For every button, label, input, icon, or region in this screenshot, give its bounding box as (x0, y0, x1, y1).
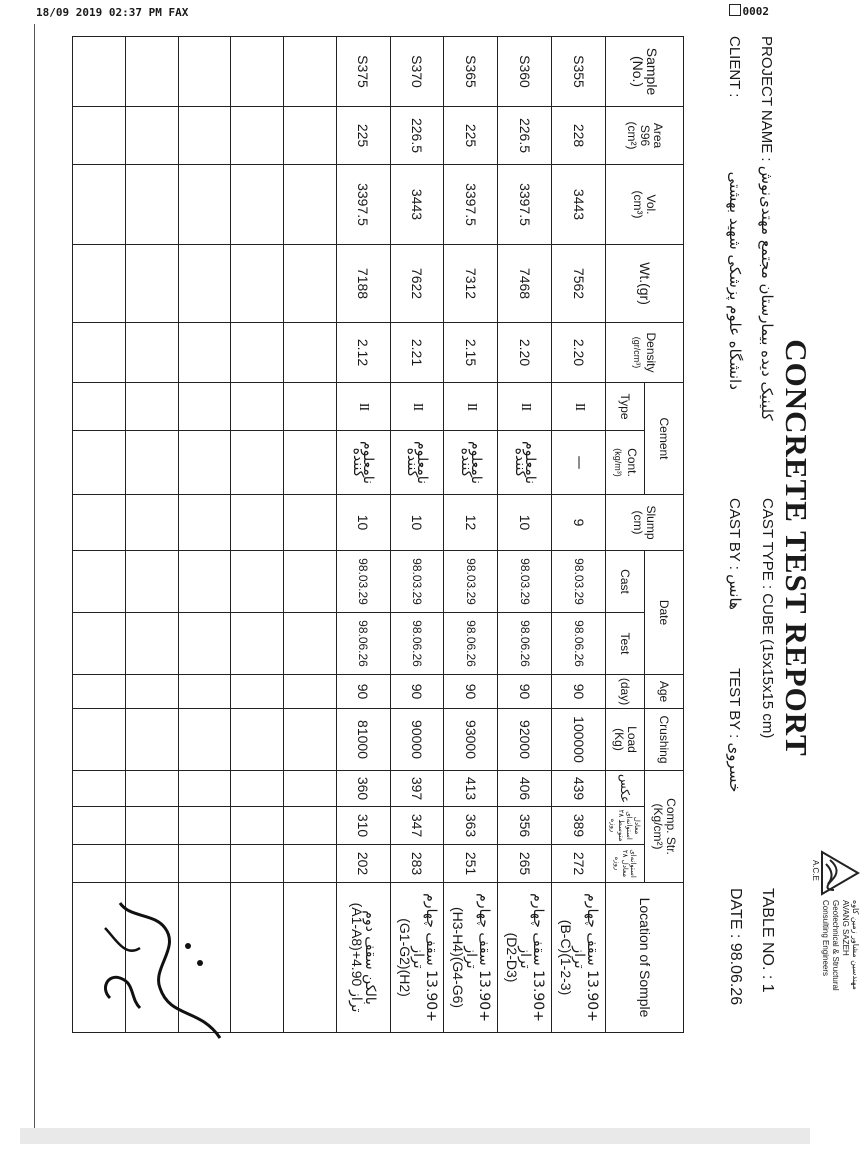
cell-comp3: 265 (498, 845, 552, 883)
density-unit-header: (gr/cm³) (632, 336, 643, 369)
empty-cell (125, 845, 178, 883)
col-date-cast: Cast (605, 551, 644, 613)
handwritten-signature (90, 888, 240, 1048)
cell-location (390, 883, 444, 1033)
client-line (726, 36, 744, 390)
cell-slump: 9 (552, 495, 606, 551)
cell-vol: 3443 (552, 165, 606, 245)
cell-cont: نامعلوم کننده (390, 431, 444, 495)
page-number-text: 0002 (742, 5, 769, 18)
empty-row (231, 37, 284, 1033)
cell-type: II (498, 383, 552, 431)
cell-density: 2.20 (552, 323, 606, 383)
col-comp-a: عکس (605, 771, 644, 807)
test-by-value: خسروی (726, 742, 744, 793)
col-date: Date (644, 551, 683, 675)
empty-cell (231, 383, 284, 431)
empty-cell (284, 709, 337, 771)
area-unit-header: (cm²) (624, 121, 639, 150)
table-row (498, 37, 552, 1033)
test-by-line (726, 668, 744, 792)
location-line1: +13.90 سقف چهارم تراز (517, 893, 547, 1022)
cast-by-label: CAST BY : (726, 498, 743, 570)
empty-cell (284, 431, 337, 495)
cell-comp1: 406 (498, 771, 552, 807)
cell-comp2: 389 (552, 807, 606, 845)
slump-unit-header: (cm) (631, 510, 646, 535)
signature-icon (90, 888, 240, 1048)
cell-comp3: 283 (390, 845, 444, 883)
cell-load: 92000 (498, 709, 552, 771)
cell-test: 98.06.26 (336, 613, 390, 675)
empty-cell (125, 37, 178, 107)
project-value: کلینیک دیده بیمارستان مجتمع‌ مهتدی‌نوش‌ (758, 165, 776, 421)
empty-cell (178, 245, 231, 323)
empty-cell (73, 709, 126, 771)
crushing-unit-header: (Kg) (611, 728, 626, 751)
cell-cont: نامعلوم کننده (498, 431, 552, 495)
cell-density: 2.15 (444, 323, 498, 383)
empty-cell (73, 675, 126, 709)
empty-cell (284, 245, 337, 323)
project-line (758, 36, 776, 421)
col-sample (605, 37, 683, 107)
cell-cast: 98.03.29 (552, 551, 606, 613)
empty-cell (178, 431, 231, 495)
col-crushing: Crushing (644, 709, 683, 771)
logo-fa: مهندسین مشاور زمین کاوه (851, 900, 860, 990)
sample-header: Sample (644, 47, 661, 96)
cell-comp2: 310 (336, 807, 390, 845)
col-age: Age (644, 675, 683, 709)
cell-cast: 98.03.29 (444, 551, 498, 613)
fax-page-number (729, 4, 770, 18)
empty-row (73, 37, 126, 1033)
cell-test: 98.06.26 (552, 613, 606, 675)
cell-vol: 3397.5 (336, 165, 390, 245)
empty-cell (178, 551, 231, 613)
empty-cell (73, 845, 126, 883)
empty-cell (125, 431, 178, 495)
cell-wt: 7312 (444, 245, 498, 323)
cell-slump: 10 (390, 495, 444, 551)
cast-by-value: هانس (726, 574, 744, 610)
cell-type: II (336, 383, 390, 431)
empty-cell (73, 495, 126, 551)
empty-cell (125, 245, 178, 323)
empty-row (284, 37, 337, 1033)
cell-comp1: 397 (390, 771, 444, 807)
cell-comp3: 202 (336, 845, 390, 883)
vol-header: Vol. (644, 194, 659, 215)
logo-line3: Consulting Engineers (821, 900, 830, 977)
cell-type: II (444, 383, 498, 431)
table-row (390, 37, 444, 1033)
crushing-load-header: Load (624, 726, 639, 753)
empty-cell (73, 107, 126, 165)
density-header: Density (644, 332, 659, 373)
comp-unit-header: (Kg/cm²) (650, 803, 665, 850)
col-cement-type: Type (605, 383, 644, 431)
location-line2: (G1-G2)(H2) (396, 918, 413, 997)
empty-cell (231, 495, 284, 551)
cell-wt: 7468 (498, 245, 552, 323)
cell-location (444, 883, 498, 1033)
empty-cell (73, 551, 126, 613)
page-box-icon (729, 4, 741, 16)
empty-cell (231, 323, 284, 383)
empty-cell (178, 383, 231, 431)
cell-age: 90 (444, 675, 498, 709)
empty-cell (284, 383, 337, 431)
slump-header: Slump (644, 505, 659, 540)
empty-cell (125, 107, 178, 165)
cell-type: II (390, 383, 444, 431)
empty-cell (125, 771, 178, 807)
cell-test: 98.06.26 (444, 613, 498, 675)
col-comp-b: معادل استوانه‌ای متوسط ۲۸ روزه (605, 807, 644, 845)
empty-cell (125, 165, 178, 245)
fax-header: 18/09 2019 02:37 PM FAX (36, 6, 189, 19)
cell-sample: S365 (444, 37, 498, 107)
cell-area: 228 (552, 107, 606, 165)
cell-location (336, 883, 390, 1033)
comp-header: Comp. Str. (663, 798, 678, 855)
cell-comp2: 356 (498, 807, 552, 845)
empty-cell (284, 807, 337, 845)
empty-cell (231, 551, 284, 613)
cell-vol: 3443 (390, 165, 444, 245)
cell-sample: S375 (336, 37, 390, 107)
cell-cast: 98.03.29 (336, 551, 390, 613)
cell-comp2: 363 (444, 807, 498, 845)
test-by-label: TEST BY : (726, 668, 743, 739)
empty-cell (178, 495, 231, 551)
ace-logo-icon (820, 850, 860, 896)
location-line2: (D2-D3) (504, 932, 521, 983)
empty-cell (231, 675, 284, 709)
cell-sample: S370 (390, 37, 444, 107)
cell-comp2: 347 (390, 807, 444, 845)
cell-location (498, 883, 552, 1033)
empty-cell (178, 709, 231, 771)
cell-area: 226.5 (498, 107, 552, 165)
empty-cell (231, 245, 284, 323)
cement-cont-unit: (kg/m³) (612, 448, 623, 477)
empty-cell (73, 771, 126, 807)
empty-cell (125, 807, 178, 845)
empty-cell (284, 551, 337, 613)
cell-slump: 10 (498, 495, 552, 551)
empty-cell (178, 845, 231, 883)
empty-cell (178, 107, 231, 165)
logo-line1: AVANG SAZEH (841, 900, 850, 956)
company-logo (780, 848, 860, 1048)
cell-cont: نامعلوم کننده (336, 431, 390, 495)
empty-cell (231, 37, 284, 107)
cell-age: 90 (390, 675, 444, 709)
empty-cell (178, 613, 231, 675)
cell-comp3: 251 (444, 845, 498, 883)
cell-comp1: 413 (444, 771, 498, 807)
cell-density: 2.12 (336, 323, 390, 383)
empty-cell (125, 675, 178, 709)
col-age-unit: (day) (605, 675, 644, 709)
empty-cell (284, 37, 337, 107)
cast-by-line (726, 498, 744, 610)
cell-comp1: 439 (552, 771, 606, 807)
cell-test: 98.06.26 (498, 613, 552, 675)
empty-cell (231, 807, 284, 845)
empty-cell (284, 675, 337, 709)
report-date: DATE : 98.06.26 (727, 888, 744, 1006)
cell-cast: 98.03.29 (498, 551, 552, 613)
cell-density: 2.21 (390, 323, 444, 383)
cell-comp3: 272 (552, 845, 606, 883)
empty-cell (284, 165, 337, 245)
empty-cell (73, 613, 126, 675)
empty-cell (178, 165, 231, 245)
logo-line2: Geotechnical & Structural (831, 900, 840, 991)
cell-location (552, 883, 606, 1033)
client-label: CLIENT : (726, 36, 743, 98)
scan-edge (20, 1128, 810, 1144)
empty-cell (73, 165, 126, 245)
empty-cell (125, 495, 178, 551)
cell-area: 225 (336, 107, 390, 165)
cell-wt: 7562 (552, 245, 606, 323)
cell-load: 90000 (390, 709, 444, 771)
logo-abbr: A.C.E (811, 860, 820, 881)
sample-no-header: (No.) (630, 55, 647, 88)
cell-cast: 98.03.29 (390, 551, 444, 613)
empty-cell (284, 883, 337, 1033)
empty-cell (284, 613, 337, 675)
area-header: Area (650, 122, 665, 149)
empty-cell (73, 431, 126, 495)
cell-load: 81000 (336, 709, 390, 771)
col-date-test: Test (605, 613, 644, 675)
empty-cell (73, 323, 126, 383)
cell-load: 100000 (552, 709, 606, 771)
cell-comp1: 360 (336, 771, 390, 807)
table-row (444, 37, 498, 1033)
empty-cell (231, 845, 284, 883)
empty-cell (231, 613, 284, 675)
table-row (336, 37, 390, 1033)
cell-area: 225 (444, 107, 498, 165)
empty-cell (178, 323, 231, 383)
empty-cell (178, 807, 231, 845)
vol-unit-header: (cm³) (631, 190, 646, 219)
location-line1: بالکن سقف دوم (362, 910, 379, 1005)
empty-cell (178, 37, 231, 107)
cell-type: II (552, 383, 606, 431)
col-comp (644, 771, 683, 883)
empty-cell (231, 709, 284, 771)
empty-cell (125, 323, 178, 383)
table-no: TABLE NO. : 1 (759, 888, 776, 993)
report-title: CONCRETE TEST REPORT (779, 339, 814, 757)
cell-age: 90 (336, 675, 390, 709)
report-sheet (60, 28, 860, 1058)
cement-cont-header: Cont. (624, 448, 639, 477)
test-results-table (72, 36, 684, 1033)
location-line2: (H3-H4)(G4-G6) (450, 906, 467, 1009)
header-row-1 (644, 37, 683, 1033)
cell-area: 226.5 (390, 107, 444, 165)
cell-wt: 7622 (390, 245, 444, 323)
cast-type-line: CAST TYPE : CUBE (15x15x15 cm) (759, 498, 776, 739)
location-line2: (B-C)(1-2-3) (558, 919, 575, 996)
empty-row (125, 37, 178, 1033)
empty-row (178, 37, 231, 1033)
cell-test: 98.06.26 (390, 613, 444, 675)
table-row (552, 37, 606, 1033)
empty-cell (231, 771, 284, 807)
empty-cell (231, 431, 284, 495)
empty-cell (125, 551, 178, 613)
col-comp-c: استوانه‌ای معادل ۲۸ روزه (605, 845, 644, 883)
empty-cell (284, 107, 337, 165)
col-wt: Wt.(gr) (605, 245, 683, 323)
cell-sample: S360 (498, 37, 552, 107)
cell-wt: 7188 (336, 245, 390, 323)
cell-density: 2.20 (498, 323, 552, 383)
cell-age: 90 (552, 675, 606, 709)
area-sub-header: S96 (637, 124, 652, 147)
empty-cell (73, 245, 126, 323)
project-label: PROJECT NAME : (758, 36, 775, 162)
empty-cell (284, 495, 337, 551)
empty-cell (284, 845, 337, 883)
empty-cell (73, 807, 126, 845)
cell-load: 93000 (444, 709, 498, 771)
empty-cell (73, 37, 126, 107)
cell-sample: S355 (552, 37, 606, 107)
col-crushing-load (605, 709, 644, 771)
col-slump (605, 495, 683, 551)
col-cement-cont (605, 431, 644, 495)
fax-edge-line (34, 24, 35, 1134)
cell-slump: 12 (444, 495, 498, 551)
empty-cell (231, 165, 284, 245)
location-line2: (A1-A8)+4.90 تراز (349, 902, 366, 1013)
location-line1: +13.90 سقف چهارم تراز (409, 893, 439, 1022)
col-cement: Cement (644, 383, 683, 495)
col-vol (605, 165, 683, 245)
empty-cell (178, 675, 231, 709)
empty-cell (231, 107, 284, 165)
empty-cell (284, 323, 337, 383)
empty-cell (284, 771, 337, 807)
cell-cont: — (552, 431, 606, 495)
col-density (605, 323, 683, 383)
cell-vol: 3397.5 (444, 165, 498, 245)
client-value: دانشگاه علوم پزشکی شهید بهشتی (726, 171, 744, 390)
cell-slump: 10 (336, 495, 390, 551)
location-line1: +13.90 سقف چهارم تراز (571, 893, 601, 1022)
empty-cell (125, 709, 178, 771)
empty-cell (73, 383, 126, 431)
col-location: Location of Somple (605, 883, 683, 1033)
cell-cont: نامعلوم کننده (444, 431, 498, 495)
empty-cell (125, 383, 178, 431)
cell-age: 90 (498, 675, 552, 709)
location-line1: +13.90 سقف چهارم تراز (463, 893, 493, 1022)
col-area (605, 107, 683, 165)
cell-vol: 3397.5 (498, 165, 552, 245)
empty-cell (125, 613, 178, 675)
empty-cell (178, 771, 231, 807)
